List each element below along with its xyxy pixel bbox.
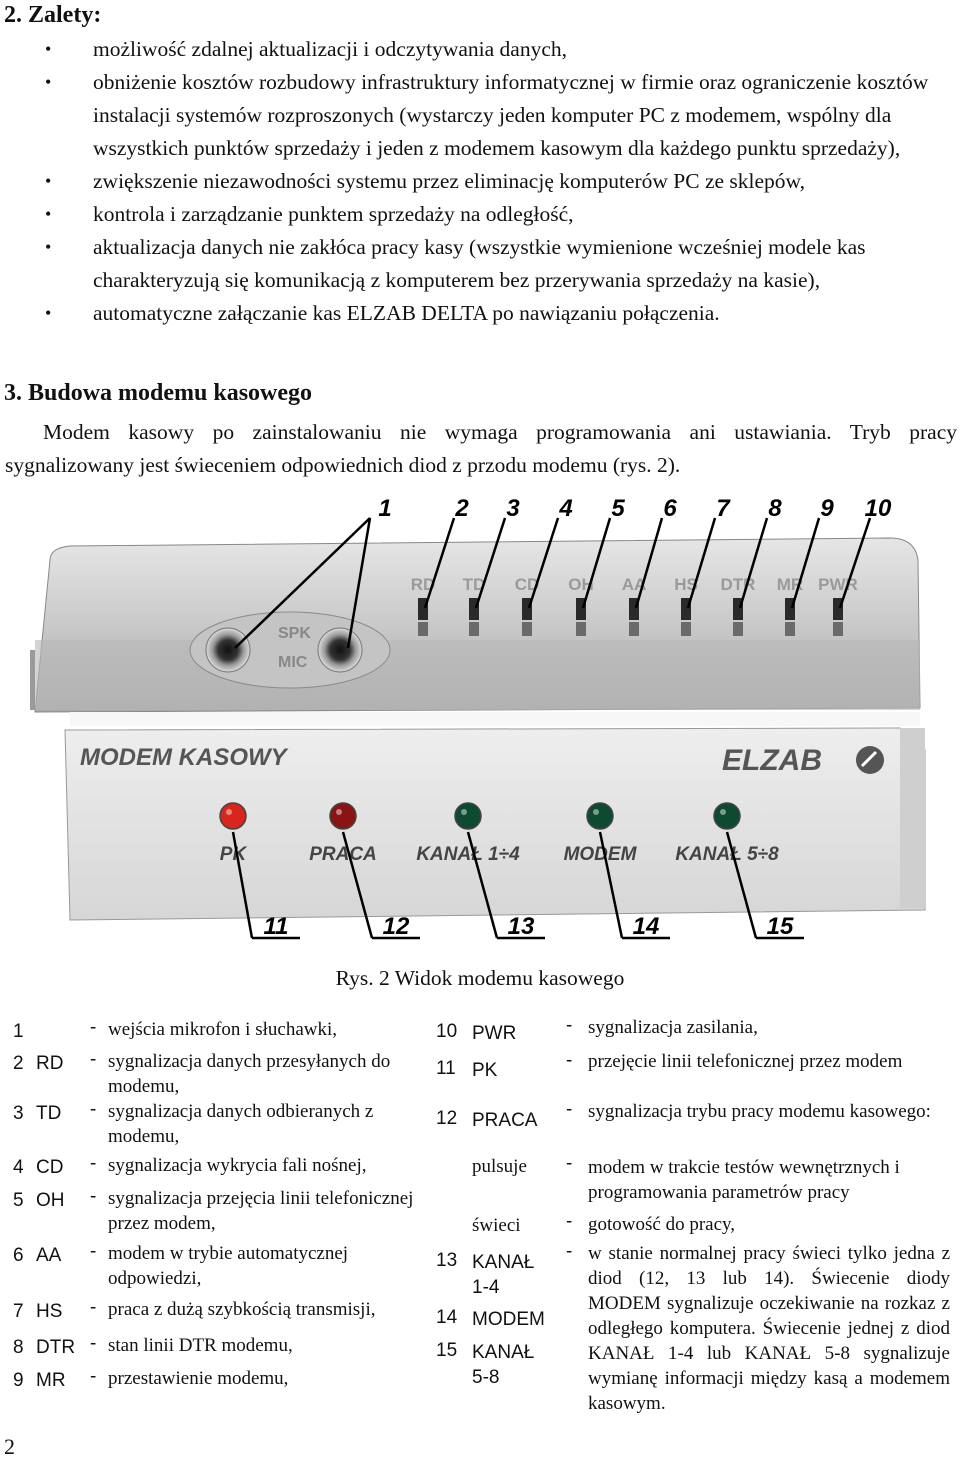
list-item: • zwiększenie niezawodności systemu przez eliminację komputerów PC ze sklepów, bbox=[40, 165, 958, 198]
legend-dash: - bbox=[566, 1153, 573, 1174]
led-slot-shadow bbox=[629, 622, 639, 636]
legend-dash: - bbox=[90, 1017, 97, 1038]
legend-description: sygnalizacja trybu pracy modemu kasowego: bbox=[588, 1101, 931, 1122]
legend-dash: - bbox=[566, 1241, 573, 1262]
legend-code: DTR bbox=[36, 1337, 76, 1358]
legend-dash: - bbox=[566, 1015, 573, 1036]
front-led-icon bbox=[330, 803, 356, 829]
callout-number: 10 bbox=[864, 495, 892, 522]
top-led-label: CD bbox=[514, 575, 540, 594]
legend-dash: - bbox=[90, 1366, 97, 1387]
legend-code: PWR bbox=[472, 1023, 517, 1044]
callout-number: 3 bbox=[506, 495, 520, 522]
legend-description: sygnalizacja wykrycia fali nośnej, bbox=[108, 1155, 367, 1176]
led-slot-shadow bbox=[469, 622, 479, 636]
legend-number: 4 bbox=[13, 1157, 24, 1178]
legend-number: 6 bbox=[13, 1245, 24, 1266]
legend-description: stan linii DTR modemu, bbox=[108, 1335, 293, 1356]
top-led-label: DTR bbox=[720, 575, 756, 594]
led-slot-shadow bbox=[785, 622, 795, 636]
legend-description: sygnalizacja danych przesyłanych do modemu, bbox=[108, 1051, 391, 1097]
page-number: 2 bbox=[4, 1434, 15, 1459]
callout-number: 8 bbox=[768, 495, 782, 522]
legend-code: KANAŁ 1-4 bbox=[472, 1252, 535, 1298]
legend-number: 13 bbox=[436, 1250, 458, 1271]
led-slot-shadow bbox=[833, 622, 843, 636]
legend-number: 8 bbox=[13, 1337, 24, 1358]
top-led-label: OH bbox=[568, 575, 594, 594]
legend-code: pulsuje bbox=[472, 1156, 527, 1177]
legend-description: sygnalizacja zasilania, bbox=[588, 1017, 758, 1038]
legend-code: CD bbox=[36, 1157, 64, 1178]
callout-number: 7 bbox=[716, 495, 730, 522]
legend-description: praca z dużą szybkością transmisji, bbox=[108, 1299, 376, 1320]
top-led-label: AA bbox=[621, 575, 647, 594]
top-led-label: MR bbox=[776, 575, 804, 594]
legend-dash: - bbox=[90, 1099, 97, 1120]
legend-description: sygnalizacja przejęcia linii telefonicznej przez modem, bbox=[108, 1188, 414, 1234]
legend-code: HS bbox=[36, 1301, 63, 1322]
legend-number: 2 bbox=[13, 1053, 24, 1074]
callout-number: 12 bbox=[382, 913, 410, 940]
section-2-title: 2. Zalety: bbox=[4, 2, 102, 28]
front-led-icon bbox=[714, 803, 740, 829]
callout-number: 2 bbox=[455, 495, 469, 522]
legend-description: modem w trybie automatycznej odpowiedzi, bbox=[108, 1243, 349, 1289]
legend-description: przestawienie modemu, bbox=[108, 1368, 289, 1389]
figure-caption: Rys. 2 Widok modemu kasowego bbox=[335, 966, 625, 990]
legend-number: 15 bbox=[436, 1340, 458, 1361]
front-led-label: MODEM bbox=[563, 844, 637, 865]
section-3-paragraph: Modem kasowy po zainstalowaniu nie wymaga programowania ani ustawiania. Tryb pracy sygnalizowany jest świeceniem odpowiednich diod z przodu modemu (rys. 2). bbox=[5, 420, 957, 477]
led-slot-shadow bbox=[418, 622, 428, 636]
front-led-icon bbox=[455, 803, 481, 829]
legend-dash: - bbox=[566, 1211, 573, 1232]
front-led-label: KANAŁ 5÷8 bbox=[675, 844, 779, 865]
legend-number: 9 bbox=[13, 1370, 24, 1391]
speaker-jack-icon bbox=[206, 628, 250, 672]
front-title: MODEM KASOWY bbox=[80, 744, 287, 771]
legend-dash: - bbox=[566, 1099, 573, 1120]
legend-description: modem w trakcie testów wewnętrznych i programowania parametrów pracy bbox=[588, 1157, 900, 1203]
legend-number: 1 bbox=[13, 1021, 24, 1042]
legend-dash: - bbox=[566, 1050, 573, 1071]
legend-number: 3 bbox=[13, 1103, 24, 1124]
legend-code: KANAŁ 5-8 bbox=[472, 1342, 535, 1388]
legend-number: 12 bbox=[436, 1108, 458, 1129]
mic-label: MIC bbox=[278, 654, 308, 671]
callout-number: 4 bbox=[559, 495, 573, 522]
top-led-label: PWR bbox=[818, 575, 858, 594]
legend-description: wejścia mikrofon i słuchawki, bbox=[108, 1019, 338, 1040]
legend-description: w stanie normalnej pracy świeci tylko jedna z diod (12, 13 lub 14). Świecenie diody MODEM sygnalizuje oczekiwanie na rozkaz z odległego komputera. Świecenie jednej z diod KANAŁ 1-4 lub KANAŁ 5-8 sygnalizuje wymianę informacji między kasą a modemem kasowym. bbox=[588, 1243, 950, 1414]
callout-number: 5 bbox=[611, 495, 625, 522]
microphone-jack-icon bbox=[318, 628, 362, 672]
led-slot-shadow bbox=[576, 622, 586, 636]
legend-dash: - bbox=[90, 1049, 97, 1070]
legend-code: PK bbox=[472, 1060, 498, 1081]
legend-description: sygnalizacja danych odbieranych z modemu, bbox=[108, 1101, 374, 1147]
callout-number: 1 bbox=[378, 495, 392, 522]
legend-number: 10 bbox=[436, 1021, 458, 1042]
legend-code: AA bbox=[36, 1245, 62, 1266]
legend-code: OH bbox=[36, 1190, 65, 1211]
legend-code: PRACA bbox=[472, 1110, 538, 1131]
legend-number: 5 bbox=[13, 1190, 24, 1211]
legend-code: MODEM bbox=[472, 1309, 545, 1330]
callout-number: 14 bbox=[632, 913, 660, 940]
callout-number: 15 bbox=[766, 913, 794, 940]
callout-number: 11 bbox=[263, 913, 289, 940]
legend-code: świeci bbox=[472, 1215, 521, 1236]
callout-number: 6 bbox=[663, 495, 677, 522]
brand-logo-text: ELZAB bbox=[722, 744, 822, 777]
legend-code: MR bbox=[36, 1370, 66, 1391]
list-item: • automatyczne załączanie kas ELZAB DELTA po nawiązaniu połączenia. bbox=[40, 297, 958, 330]
top-led-label: TD bbox=[462, 575, 486, 594]
callout-number: 9 bbox=[820, 495, 834, 522]
front-led-label: PRACA bbox=[309, 844, 377, 865]
front-led-label: PK bbox=[219, 844, 247, 865]
top-led-label: RD bbox=[410, 575, 436, 594]
legend-dash: - bbox=[90, 1241, 97, 1262]
legend-number: 11 bbox=[436, 1058, 456, 1079]
section-3-title: 3. Budowa modemu kasowego bbox=[4, 380, 313, 406]
legend-description: gotowość do pracy, bbox=[588, 1214, 736, 1235]
legend-code: TD bbox=[36, 1103, 62, 1124]
list-item: • kontrola i zarządzanie punktem sprzedaży na odległość, bbox=[40, 198, 958, 231]
callout-number: 13 bbox=[507, 913, 535, 940]
led-slot-shadow bbox=[733, 622, 743, 636]
legend-number: 14 bbox=[436, 1307, 458, 1328]
front-led-icon bbox=[220, 803, 246, 829]
front-led-label: KANAŁ 1÷4 bbox=[416, 844, 520, 865]
modem-figure bbox=[30, 490, 960, 960]
advantages-list bbox=[40, 33, 958, 330]
legend-number: 7 bbox=[13, 1301, 24, 1322]
list-item: • obniżenie kosztów rozbudowy infrastruktury informatycznej w firmie oraz ograniczenie kosztów instalacji systemów rozproszonych (wystarczy jeden komputer PC z modemem, wspólny dla wszystkich punktów sprzedaży i jeden z modemem kasowym dla każdego punktu sprzedaży), bbox=[40, 66, 958, 165]
legend-dash: - bbox=[90, 1186, 97, 1207]
list-item: • aktualizacja danych nie zakłóca pracy kasy (wszystkie wymienione wcześniej modele kas charakteryzują się komunikacją z komputerem bez przerywania sprzedaży na kasie), bbox=[40, 231, 958, 297]
legend-description: przejęcie linii telefonicznej przez modem bbox=[588, 1051, 903, 1072]
front-led-icon bbox=[587, 803, 613, 829]
legend-dash: - bbox=[90, 1297, 97, 1318]
top-led-label: HS bbox=[674, 575, 698, 594]
legend-code: RD bbox=[36, 1053, 64, 1074]
led-slot-shadow bbox=[522, 622, 532, 636]
led-slot-shadow bbox=[681, 622, 691, 636]
list-item: • możliwość zdalnej aktualizacji i odczytywania danych, bbox=[40, 33, 958, 66]
legend-dash: - bbox=[90, 1153, 97, 1174]
legend-dash: - bbox=[90, 1333, 97, 1354]
spk-label: SPK bbox=[278, 625, 311, 642]
